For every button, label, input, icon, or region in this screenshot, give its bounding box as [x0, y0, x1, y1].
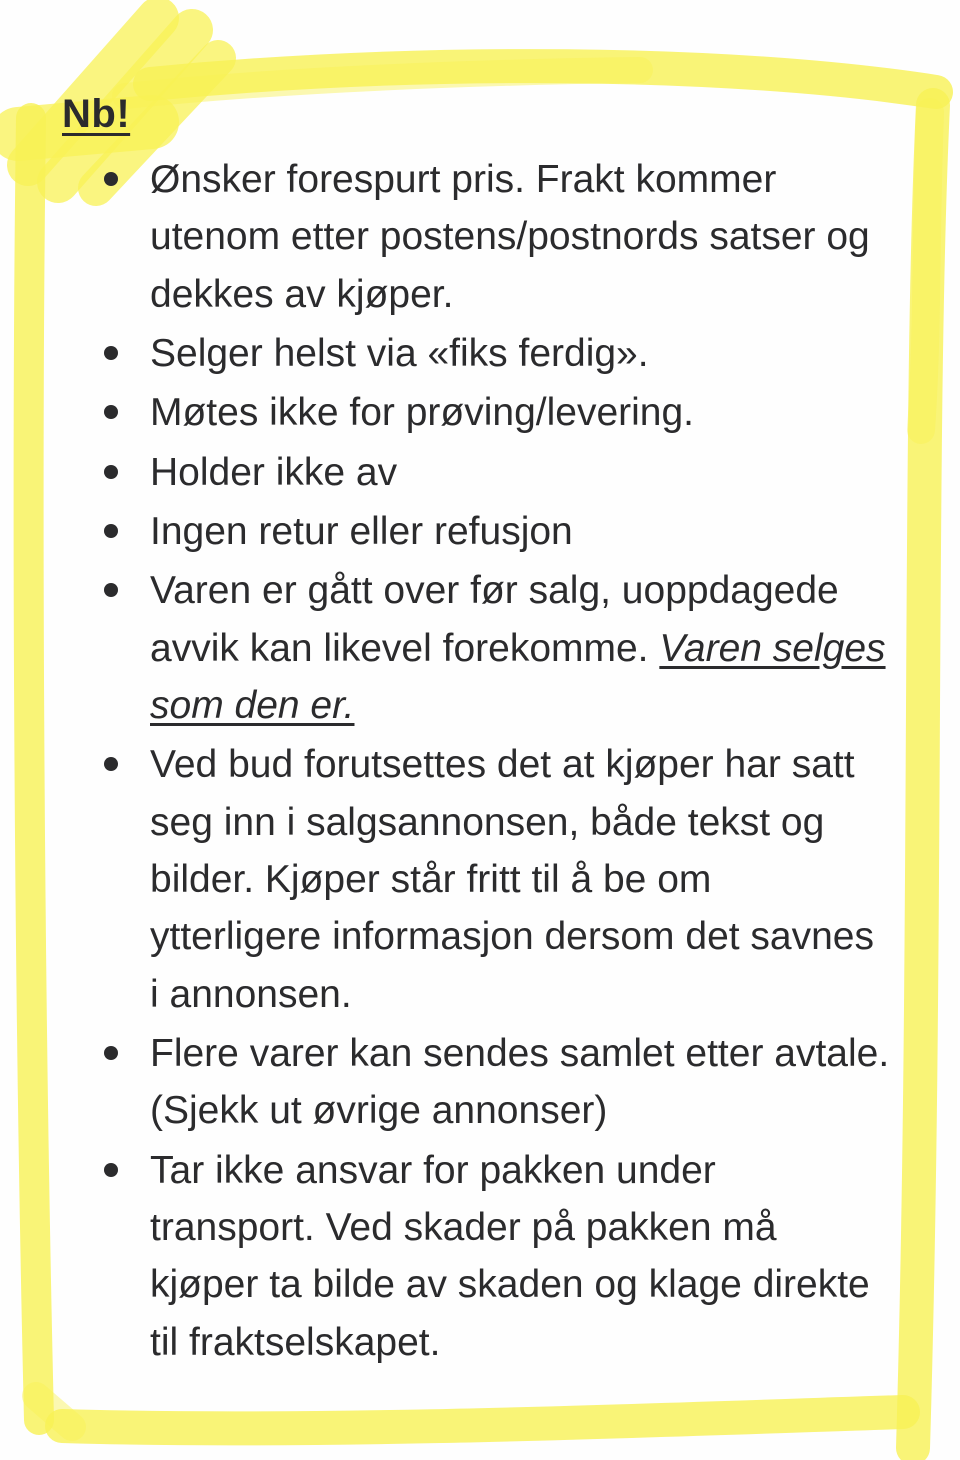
terms-list	[60, 151, 890, 1371]
note-heading: Nb!	[62, 92, 131, 136]
list-item-text: Ingen retur eller refusjon	[150, 509, 573, 553]
list-item-text: Tar ikke ansvar for pakken under transport. Ved skader på pakken må kjøper ta bilde av skaden og klage direkte til fraktselskapet.	[150, 1148, 870, 1364]
list-item-emphasis: Varen selges som den er.	[150, 626, 886, 727]
list-item	[150, 736, 890, 1023]
list-item	[150, 562, 890, 734]
list-item	[150, 325, 890, 382]
list-item-text: Ved bud forutsettes det at kjøper har satt seg inn i salgsannonsen, både tekst og bilder. Kjøper står fritt til å be om ytterligere informasjon dersom det savnes i annonsen.	[150, 743, 874, 1016]
list-item-text: Ønsker forespurt pris. Frakt kommer utenom etter postens/postnords satser og dekkes av kjøper.	[150, 158, 870, 316]
list-item-text: Varen er gått over før salg, uoppdagede avvik kan likevel forekomme.	[150, 569, 839, 670]
list-item-text: Holder ikke av	[150, 450, 398, 494]
list-item	[150, 503, 890, 560]
list-item	[150, 1142, 890, 1371]
list-item	[150, 1025, 890, 1140]
list-item	[150, 151, 890, 323]
list-item-text: Flere varer kan sendes samlet etter avtale. (Sjekk ut øvrige annonser)	[150, 1031, 890, 1133]
list-item	[150, 444, 890, 501]
list-item	[150, 384, 890, 441]
list-item-text: Møtes ikke for prøving/levering.	[150, 391, 695, 435]
list-item-text: Selger helst via «fiks ferdig».	[150, 331, 649, 375]
